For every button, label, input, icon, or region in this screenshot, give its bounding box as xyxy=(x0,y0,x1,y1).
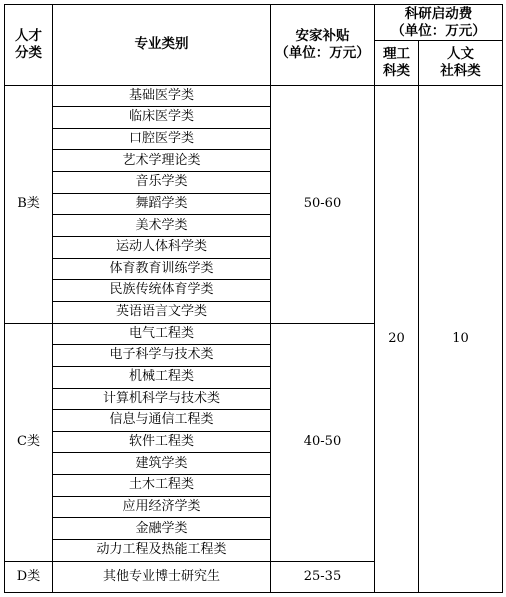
major-cell: 软件工程类 xyxy=(53,431,271,453)
major-cell: 民族传统体育学类 xyxy=(53,280,271,302)
major-cell: 口腔医学类 xyxy=(53,128,271,150)
major-cell: 电气工程类 xyxy=(53,323,271,345)
major-cell: 金融学类 xyxy=(53,518,271,540)
major-cell: 英语语言文学类 xyxy=(53,301,271,323)
major-cell: 音乐学类 xyxy=(53,172,271,194)
talent-category-cell: B类 xyxy=(5,85,53,323)
header-research-startup: 科研启动费 （单位：万元） xyxy=(375,5,503,41)
table-row xyxy=(5,85,503,107)
talent-subsidy-table xyxy=(4,4,503,593)
major-cell: 艺术学理论类 xyxy=(53,150,271,172)
major-cell: 计算机科学与技术类 xyxy=(53,388,271,410)
major-cell: 基础医学类 xyxy=(53,85,271,107)
header-humanities: 人文 社科类 xyxy=(419,41,503,85)
major-cell: 运动人体科学类 xyxy=(53,237,271,259)
header-talent-category: 人才 分类 xyxy=(5,5,53,86)
major-cell: 机械工程类 xyxy=(53,366,271,388)
subsidy-cell: 25-35 xyxy=(271,561,375,592)
major-cell: 舞蹈学类 xyxy=(53,193,271,215)
major-cell: 美术学类 xyxy=(53,215,271,237)
major-cell: 建筑学类 xyxy=(53,453,271,475)
major-cell: 电子科学与技术类 xyxy=(53,345,271,367)
subsidy-cell: 50-60 xyxy=(271,85,375,323)
major-cell: 体育教育训练学类 xyxy=(53,258,271,280)
major-cell: 应用经济学类 xyxy=(53,496,271,518)
major-cell: 土木工程类 xyxy=(53,475,271,497)
header-major-category: 专业类别 xyxy=(53,5,271,86)
talent-category-cell: C类 xyxy=(5,323,53,561)
subsidy-cell: 40-50 xyxy=(271,323,375,561)
major-cell: 其他专业博士研究生 xyxy=(53,561,271,592)
header-settlement-subsidy: 安家补贴 （单位：万元） xyxy=(271,5,375,86)
major-cell: 动力工程及热能工程类 xyxy=(53,539,271,561)
research-fund-humanities: 10 xyxy=(419,85,503,592)
major-cell: 信息与通信工程类 xyxy=(53,410,271,432)
header-sci-eng: 理工 科类 xyxy=(375,41,419,85)
research-fund-sci-eng: 20 xyxy=(375,85,419,592)
talent-category-cell: D类 xyxy=(5,561,53,592)
major-cell: 临床医学类 xyxy=(53,107,271,129)
